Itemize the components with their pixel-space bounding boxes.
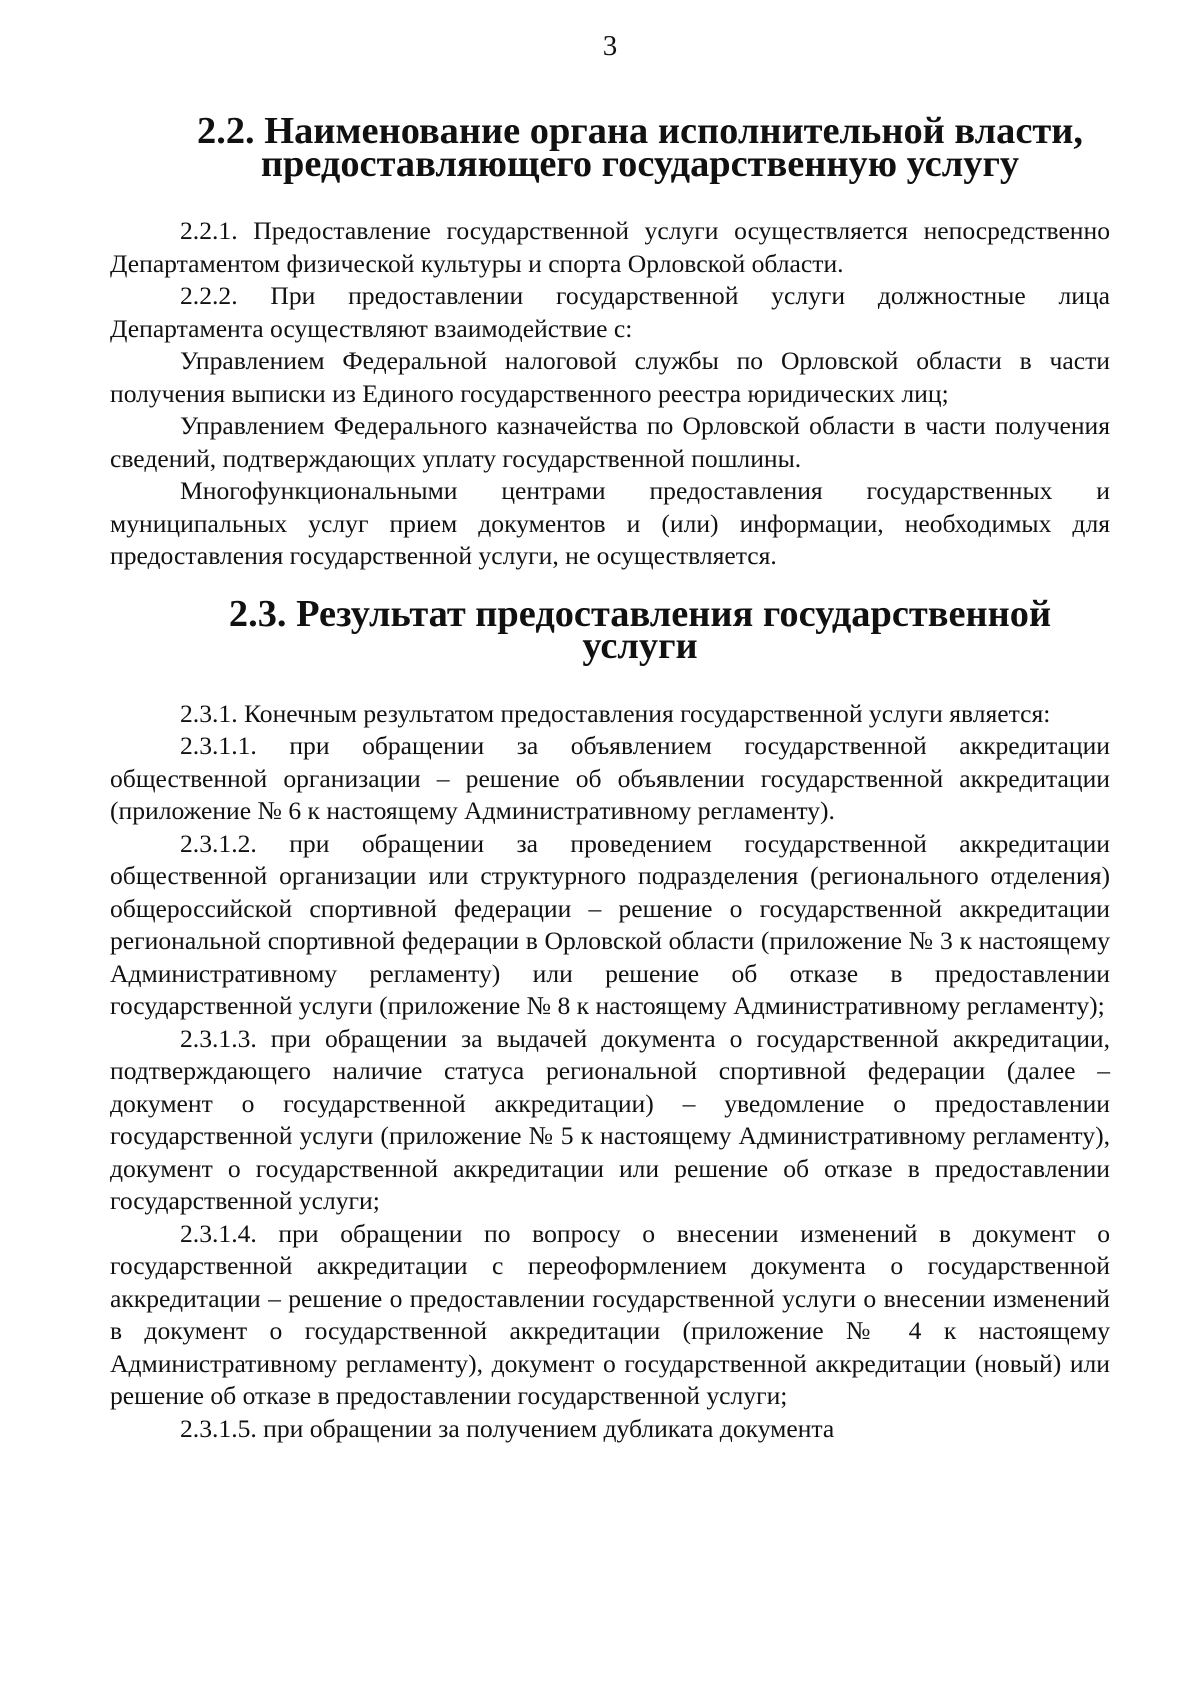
- section-heading-2-3: 2.3. Результат предоставления государственной услуги: [228, 592, 1052, 667]
- paragraph-tax-service: Управлением Федеральной налоговой службы по Орловской области в части получения выписки из Единого государственного реестра юридических лиц;: [110, 346, 1110, 408]
- paragraph-2-3-1: 2.3.1. Конечным результатом предоставления государственной услуги является:: [180, 698, 1051, 728]
- section-heading-2-2: 2.2. Наименование органа исполнительной власти, предоставляющего государственную услугу: [197, 110, 1083, 185]
- paragraph-2-3-1-2: 2.3.1.2. при обращении за проведением государственной аккредитации общественной организации или структурного подразделения (регионального отделения) общероссийской спортивной федерации – решение о государственной аккредитации региональной спортивной федерации в Орловской области (приложение № 3 к настоящему Административному регламенту) или решение об отказе в предоставлении государственной услуги (приложение № 8 к настоящему Административному регламенту);: [110, 828, 1110, 1020]
- paragraph-2-2-2: 2.2.2. При предоставлении государственной услуги должностные лица Департамента осуществляют взаимодействие с:: [110, 281, 1110, 343]
- document-body: [110, 110, 1110, 1445]
- paragraph-2-2-1: 2.2.1. Предоставление государственной услуги осуществляется непосредственно Департаментом физической культуры и спорта Орловской области.: [110, 216, 1110, 278]
- paragraph-2-3-1-3: 2.3.1.3. при обращении за выдачей документа о государственной аккредитации, подтверждающего наличие статуса региональной спортивной федерации (далее – документ о государственной аккредитации) – уведомление о предоставлении государственной услуги (приложение № 5 к настоящему Административному регламенту), документ о государственной аккредитации или решение об отказе в предоставлении государственной услуги;: [110, 1023, 1110, 1215]
- paragraph-2-3-1-1: 2.3.1.1. при обращении за объявлением государственной аккредитации общественной организации – решение об объявлении государственной аккредитации (приложение № 6 к настоящему Административному регламенту).: [110, 731, 1110, 825]
- page-number: 3: [602, 30, 618, 62]
- paragraph-treasury: Управлением Федерального казначейства по Орловской области в части получения сведений, подтверждающих уплату государственной пошлины.: [110, 411, 1110, 473]
- paragraph-2-3-1-4: 2.3.1.4. при обращении по вопросу о внесении изменений в документ о государственной аккредитации с переоформлением документа о государственной аккредитации – решение о предоставлении государственной услуги о внесении изменений в документ о государственной аккредитации (приложение № 4 к настоящему Административному регламенту), документ о государственной аккредитации (новый) или решение об отказе в предоставлении государственной услуги;: [110, 1218, 1110, 1410]
- paragraph-2-3-1-5: 2.3.1.5. при обращении за получением дубликата документа: [180, 1413, 835, 1443]
- paragraph-mfc: Многофункциональными центрами предоставления государственных и муниципальных услуг прием документов и (или) информации, необходимых для предоставления государственной услуги, не осуществляется.: [110, 476, 1110, 570]
